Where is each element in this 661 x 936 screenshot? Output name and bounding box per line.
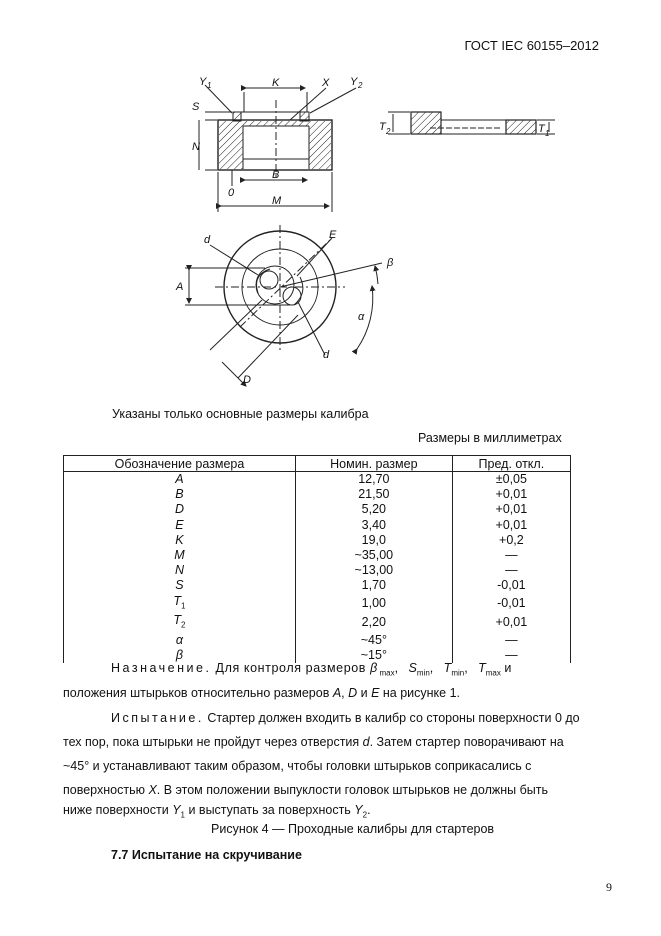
label-alpha: α — [358, 311, 365, 323]
section-heading: 7.7 Испытание на скручивание — [111, 848, 302, 862]
cell-tolerance: +0,01 — [452, 487, 570, 502]
cell-designation: K — [64, 533, 296, 548]
cell-designation: D — [64, 502, 296, 517]
drawing-note: Указаны только основные размеры калибра — [112, 407, 369, 421]
label-y2: Y — [350, 76, 358, 88]
cell-nominal: 12,70 — [295, 472, 452, 488]
label-t2: T — [379, 121, 386, 133]
table-row — [64, 487, 571, 502]
purpose-paragraph-line1: Назначение. Для контроля размеров β $_{max}$, $S_{min}$, $T_{min}$, $T_{max}$ и — [111, 661, 512, 678]
cell-designation: N — [64, 563, 296, 578]
label-k: K — [272, 77, 280, 89]
cell-nominal: ~13,00 — [295, 563, 452, 578]
label-x: X — [322, 77, 330, 89]
test-paragraph-line2: тех пор, пока штырьки не пройдут через отверстия d. Затем стартер поворачивают на — [63, 735, 564, 749]
col-header-nominal: Номин. размер — [295, 456, 452, 472]
test-paragraph-line1: Испытание. Стартер должен входить в калибр со стороны поверхности 0 до — [111, 711, 580, 725]
cell-tolerance: — — [452, 548, 570, 563]
cell-nominal: 19,0 — [295, 533, 452, 548]
table-body — [64, 472, 571, 663]
label-d-big: D — [243, 374, 251, 386]
label-n: N — [192, 141, 200, 153]
cell-designation: $T_1$ — [64, 594, 296, 614]
cell-designation: M — [64, 548, 296, 563]
label-a: A — [176, 281, 184, 293]
col-header-tolerance: Пред. откл. — [452, 456, 570, 472]
label-b: B — [272, 169, 280, 181]
cell-tolerance: — — [452, 633, 570, 648]
table-header-row — [64, 456, 571, 472]
table-row — [64, 502, 571, 517]
label-e: E — [329, 229, 337, 241]
table-row — [64, 613, 571, 633]
cell-tolerance: — — [452, 563, 570, 578]
cell-tolerance: +0,01 — [452, 518, 570, 533]
figure-caption: Рисунок 4 — Проходные калибры для стартеров — [211, 822, 495, 836]
cell-nominal: ~45° — [295, 633, 452, 648]
test-paragraph-line4: поверхностью X. В этом положении выпуклости головок штырьков не должны быть — [63, 783, 548, 797]
cell-nominal: 1,00 — [295, 594, 452, 614]
cell-tolerance: +0,2 — [452, 533, 570, 548]
cell-nominal: 21,50 — [295, 487, 452, 502]
cell-nominal: 1,70 — [295, 578, 452, 593]
cell-nominal: 3,40 — [295, 518, 452, 533]
cell-tolerance: +0,01 — [452, 502, 570, 517]
table-row — [64, 563, 571, 578]
cell-designation: $T_2$ — [64, 613, 296, 633]
svg-text:2: 2 — [358, 81, 363, 90]
cell-nominal: ~35,00 — [295, 548, 452, 563]
table-row — [64, 533, 571, 548]
cell-tolerance: ±0,05 — [452, 472, 570, 488]
svg-text:1: 1 — [207, 81, 212, 90]
cell-tolerance: — — [452, 648, 570, 663]
cell-designation: E — [64, 518, 296, 533]
purpose-paragraph-line2: положения штырьков относительно размеров A, D и E на рисунке 1. — [63, 686, 461, 700]
label-s: S — [192, 101, 200, 113]
cell-designation: B — [64, 487, 296, 502]
table-row — [64, 578, 571, 593]
standard-header: ГОСТ IEC 60155–2012 — [464, 38, 599, 53]
svg-text:1: 1 — [545, 129, 550, 138]
label-zero: 0 — [228, 187, 235, 199]
test-paragraph-line3: ~45° и устанавливают таким образом, чтобы головки штырьков соприкасались с — [63, 759, 532, 773]
cell-designation: α — [64, 633, 296, 648]
cell-nominal: 2,20 — [295, 613, 452, 633]
table-row — [64, 548, 571, 563]
table-row — [64, 633, 571, 648]
label-y1: Y — [199, 76, 207, 88]
table-row — [64, 472, 571, 488]
cell-tolerance: -0,01 — [452, 578, 570, 593]
units-note: Размеры в миллиметрах — [418, 431, 562, 445]
table-row — [64, 518, 571, 533]
col-header-designation: Обозначение размера — [64, 456, 296, 472]
cell-designation: S — [64, 578, 296, 593]
label-d-bottom: d — [323, 349, 330, 361]
test-paragraph-line5: ниже поверхности $Y_1$ и выступать за поверхность $Y_2$. — [63, 803, 371, 820]
label-d-top: d — [204, 234, 211, 246]
cell-nominal: 5,20 — [295, 502, 452, 517]
dimensions-table — [63, 455, 571, 663]
cell-tolerance: -0,01 — [452, 594, 570, 614]
figure-drawing — [0, 0, 661, 400]
label-m: M — [272, 195, 282, 207]
page-number: 9 — [606, 880, 612, 894]
cell-designation: β — [64, 648, 296, 663]
cell-tolerance: +0,01 — [452, 613, 570, 633]
table-row — [64, 594, 571, 614]
label-beta: β — [387, 257, 394, 269]
svg-text:2: 2 — [386, 127, 391, 136]
cell-nominal: ~15° — [295, 648, 452, 663]
cell-designation: A — [64, 472, 296, 488]
label-t1: T — [538, 123, 545, 135]
